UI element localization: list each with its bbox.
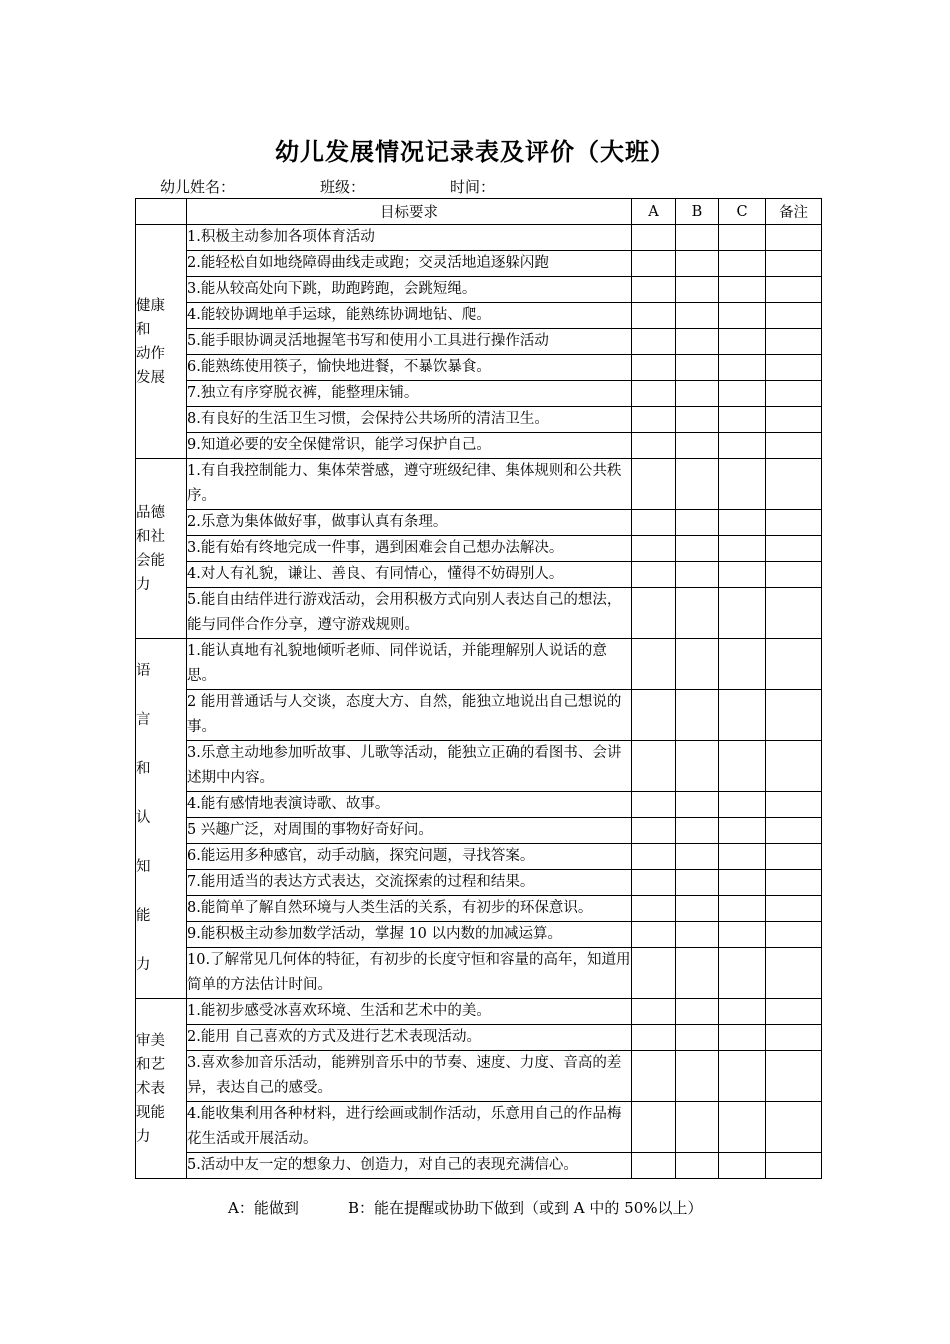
remark-cell[interactable] bbox=[766, 870, 822, 896]
table-row bbox=[136, 588, 822, 639]
grade-b-cell[interactable] bbox=[676, 870, 719, 896]
category-label-line: 力 bbox=[136, 1128, 151, 1145]
legend-b: B：能在提醒或协助下做到（或到 A 中的 50%以上） bbox=[348, 1199, 703, 1217]
goal-item: 5 兴趣广泛，对周围的事物好奇好问。 bbox=[187, 818, 632, 844]
remark-cell[interactable] bbox=[766, 818, 822, 844]
table-row bbox=[136, 896, 822, 922]
goal-item: 9.能积极主动参加数学活动，掌握 10 以内数的加减运算。 bbox=[187, 922, 632, 948]
grade-a-cell[interactable] bbox=[632, 948, 676, 999]
goal-item: 5.能自由结伴进行游戏活动，会用积极方式向别人表达自己的想法，能与同伴合作分享，遵守游戏规则。 bbox=[187, 588, 632, 639]
category-label-line: 和 bbox=[136, 761, 151, 777]
grade-b-cell[interactable] bbox=[676, 818, 719, 844]
grade-b-cell[interactable] bbox=[676, 407, 719, 433]
grade-a-cell[interactable] bbox=[632, 639, 676, 690]
goal-item: 6.能运用多种感官，动手动脑，探究问题，寻找答案。 bbox=[187, 844, 632, 870]
grade-b-cell[interactable] bbox=[676, 1102, 719, 1153]
grade-b-cell[interactable] bbox=[676, 510, 719, 536]
grade-b-cell[interactable] bbox=[676, 1025, 719, 1051]
grade-c-cell[interactable] bbox=[719, 329, 766, 355]
grade-a-cell[interactable] bbox=[632, 277, 676, 303]
grade-c-cell[interactable] bbox=[719, 562, 766, 588]
grade-b-cell[interactable] bbox=[676, 948, 719, 999]
grade-c-cell[interactable] bbox=[719, 355, 766, 381]
grade-a-cell[interactable] bbox=[632, 922, 676, 948]
goal-item: 5.能手眼协调灵活地握笔书写和使用小工具进行操作活动 bbox=[187, 329, 632, 355]
grade-c-cell[interactable] bbox=[719, 1025, 766, 1051]
goal-item: 6.能熟练使用筷子，愉快地进餐，不暴饮暴食。 bbox=[187, 355, 632, 381]
category-label-line: 力 bbox=[136, 576, 151, 593]
grade-a-cell[interactable] bbox=[632, 536, 676, 562]
category-label-line: 品德 bbox=[136, 504, 165, 521]
grade-a-cell[interactable] bbox=[632, 251, 676, 277]
header-a: A bbox=[632, 199, 676, 225]
grade-b-cell[interactable] bbox=[676, 536, 719, 562]
category-label-line: 力 bbox=[136, 957, 151, 973]
grade-b-cell[interactable] bbox=[676, 562, 719, 588]
grade-c-cell[interactable] bbox=[719, 588, 766, 639]
category-cell bbox=[136, 999, 187, 1179]
goal-item: 2.能用 自己喜欢的方式及进行艺术表现活动。 bbox=[187, 1025, 632, 1051]
grade-c-cell[interactable] bbox=[719, 922, 766, 948]
grade-c-cell[interactable] bbox=[719, 433, 766, 459]
grade-c-cell[interactable] bbox=[719, 948, 766, 999]
goal-item: 8.有良好的生活卫生习惯，会保持公共场所的清洁卫生。 bbox=[187, 407, 632, 433]
grade-c-cell[interactable] bbox=[719, 459, 766, 510]
grade-a-cell[interactable] bbox=[632, 407, 676, 433]
remark-cell[interactable] bbox=[766, 562, 822, 588]
table-row bbox=[136, 741, 822, 792]
grade-b-cell[interactable] bbox=[676, 639, 719, 690]
table-row bbox=[136, 225, 822, 251]
goal-item: 4.能较协调地单手运球，能熟练协调地钻、爬。 bbox=[187, 303, 632, 329]
grade-b-cell[interactable] bbox=[676, 303, 719, 329]
remark-cell[interactable] bbox=[766, 1102, 822, 1153]
category-label-line: 审美 bbox=[136, 1032, 165, 1049]
table-row bbox=[136, 1102, 822, 1153]
grade-b-cell[interactable] bbox=[676, 381, 719, 407]
header-c: C bbox=[719, 199, 766, 225]
header-target: 目标要求 bbox=[187, 199, 632, 225]
goal-item: 1.积极主动参加各项体育活动 bbox=[187, 225, 632, 251]
grade-c-cell[interactable] bbox=[719, 844, 766, 870]
grade-c-cell[interactable] bbox=[719, 896, 766, 922]
goal-item: 3.喜欢参加音乐活动，能辨别音乐中的节奏、速度、力度、音高的差异，表达自己的感受。 bbox=[187, 1051, 632, 1102]
category-label-line: 术表 bbox=[136, 1080, 165, 1097]
grade-c-cell[interactable] bbox=[719, 818, 766, 844]
category-label-line: 知 bbox=[136, 859, 151, 875]
time-label: 时间： bbox=[450, 178, 496, 196]
grade-a-cell[interactable] bbox=[632, 329, 676, 355]
header-remark: 备注 bbox=[766, 199, 822, 225]
table-row bbox=[136, 639, 822, 690]
category-label-line: 认 bbox=[136, 810, 151, 826]
table-row bbox=[136, 510, 822, 536]
header-corner-cell bbox=[136, 199, 187, 225]
grade-c-cell[interactable] bbox=[719, 690, 766, 741]
category-label-line: 能 bbox=[136, 908, 151, 924]
goal-item: 7.独立有序穿脱衣裤，能整理床铺。 bbox=[187, 381, 632, 407]
goal-item: 2.乐意为集体做好事，做事认真有条理。 bbox=[187, 510, 632, 536]
grade-a-cell[interactable] bbox=[632, 562, 676, 588]
goal-item: 5.活动中友一定的想象力、创造力，对自己的表现充满信心。 bbox=[187, 1153, 632, 1179]
table-row bbox=[136, 792, 822, 818]
goal-item: 2.能轻松自如地绕障碍曲线走或跑；交灵活地追逐躲闪跑 bbox=[187, 251, 632, 277]
header-row bbox=[136, 199, 822, 225]
grade-a-cell[interactable] bbox=[632, 690, 676, 741]
table-row bbox=[136, 870, 822, 896]
grade-c-cell[interactable] bbox=[719, 1102, 766, 1153]
class-label: 班级： bbox=[320, 178, 366, 196]
grade-c-cell[interactable] bbox=[719, 277, 766, 303]
grade-b-cell[interactable] bbox=[676, 922, 719, 948]
legend-a: A：能做到 bbox=[228, 1199, 299, 1217]
remark-cell[interactable] bbox=[766, 792, 822, 818]
grade-a-cell[interactable] bbox=[632, 433, 676, 459]
table-row bbox=[136, 536, 822, 562]
remark-cell[interactable] bbox=[766, 639, 822, 690]
remark-cell[interactable] bbox=[766, 277, 822, 303]
grade-c-cell[interactable] bbox=[719, 1153, 766, 1179]
grade-a-cell[interactable] bbox=[632, 792, 676, 818]
grade-c-cell[interactable] bbox=[719, 792, 766, 818]
table-row bbox=[136, 355, 822, 381]
grade-c-cell[interactable] bbox=[719, 225, 766, 251]
grade-c-cell[interactable] bbox=[719, 639, 766, 690]
evaluation-table-body bbox=[136, 199, 822, 1179]
grade-b-cell[interactable] bbox=[676, 225, 719, 251]
grade-a-cell[interactable] bbox=[632, 459, 676, 510]
remark-cell[interactable] bbox=[766, 536, 822, 562]
category-label-line: 会能 bbox=[136, 552, 165, 569]
table-row bbox=[136, 1153, 822, 1179]
grade-b-cell[interactable] bbox=[676, 277, 719, 303]
goal-item: 1.有自我控制能力、集体荣誉感，遵守班级纪律、集体规则和公共秩序。 bbox=[187, 459, 632, 510]
grade-a-cell[interactable] bbox=[632, 1051, 676, 1102]
remark-cell[interactable] bbox=[766, 355, 822, 381]
category-label-line: 发展 bbox=[136, 369, 165, 386]
goal-item: 1.能初步感受冰喜欢环境、生活和艺术中的美。 bbox=[187, 999, 632, 1025]
grade-b-cell[interactable] bbox=[676, 999, 719, 1025]
table-row bbox=[136, 948, 822, 999]
grade-a-cell[interactable] bbox=[632, 844, 676, 870]
page-title: 幼儿发展情况记录表及评价（大班） bbox=[275, 137, 675, 166]
grade-c-cell[interactable] bbox=[719, 510, 766, 536]
grade-b-cell[interactable] bbox=[676, 588, 719, 639]
grade-a-cell[interactable] bbox=[632, 355, 676, 381]
goal-item: 3.能从较高处向下跳，助跑跨跑，会跳短绳。 bbox=[187, 277, 632, 303]
category-cell bbox=[136, 459, 187, 639]
grade-b-cell[interactable] bbox=[676, 1051, 719, 1102]
table-row bbox=[136, 1051, 822, 1102]
table-row bbox=[136, 303, 822, 329]
goal-item: 4.能有感情地表演诗歌、故事。 bbox=[187, 792, 632, 818]
remark-cell[interactable] bbox=[766, 1153, 822, 1179]
remark-cell[interactable] bbox=[766, 225, 822, 251]
grade-b-cell[interactable] bbox=[676, 459, 719, 510]
table-row bbox=[136, 1025, 822, 1051]
grade-a-cell[interactable] bbox=[632, 510, 676, 536]
grade-b-cell[interactable] bbox=[676, 251, 719, 277]
category-label-line: 语 bbox=[136, 663, 151, 679]
table-row bbox=[136, 329, 822, 355]
grade-a-cell[interactable] bbox=[632, 818, 676, 844]
category-label-line: 言 bbox=[136, 712, 151, 728]
remark-cell[interactable] bbox=[766, 588, 822, 639]
goal-item: 3.乐意主动地参加听故事、儿歌等活动，能独立正确的看图书、会讲述期中内容。 bbox=[187, 741, 632, 792]
remark-cell[interactable] bbox=[766, 303, 822, 329]
category-cell bbox=[136, 225, 187, 459]
evaluation-table bbox=[135, 198, 822, 1179]
remark-cell[interactable] bbox=[766, 1025, 822, 1051]
grade-c-cell[interactable] bbox=[719, 381, 766, 407]
grade-c-cell[interactable] bbox=[719, 251, 766, 277]
category-cell bbox=[136, 639, 187, 999]
table-row bbox=[136, 844, 822, 870]
remark-cell[interactable] bbox=[766, 329, 822, 355]
remark-cell[interactable] bbox=[766, 741, 822, 792]
goal-item: 3.能有始有终地完成一件事，遇到困难会自己想办法解决。 bbox=[187, 536, 632, 562]
category-label-line: 现能 bbox=[136, 1104, 165, 1121]
table-row bbox=[136, 251, 822, 277]
table-row bbox=[136, 818, 822, 844]
goal-item: 4.对人有礼貌，谦让、善良、有同情心，懂得不妨碍别人。 bbox=[187, 562, 632, 588]
grade-a-cell[interactable] bbox=[632, 303, 676, 329]
grade-b-cell[interactable] bbox=[676, 896, 719, 922]
remark-cell[interactable] bbox=[766, 844, 822, 870]
grade-b-cell[interactable] bbox=[676, 741, 719, 792]
grade-c-cell[interactable] bbox=[719, 999, 766, 1025]
remark-cell[interactable] bbox=[766, 407, 822, 433]
grade-c-cell[interactable] bbox=[719, 407, 766, 433]
header-b: B bbox=[676, 199, 719, 225]
remark-cell[interactable] bbox=[766, 251, 822, 277]
grade-a-cell[interactable] bbox=[632, 588, 676, 639]
grade-a-cell[interactable] bbox=[632, 1153, 676, 1179]
grade-a-cell[interactable] bbox=[632, 999, 676, 1025]
grade-c-cell[interactable] bbox=[719, 741, 766, 792]
remark-cell[interactable] bbox=[766, 433, 822, 459]
grade-a-cell[interactable] bbox=[632, 225, 676, 251]
remark-cell[interactable] bbox=[766, 690, 822, 741]
table-row bbox=[136, 690, 822, 741]
category-label-line: 动作 bbox=[136, 345, 165, 362]
remark-cell[interactable] bbox=[766, 896, 822, 922]
grade-b-cell[interactable] bbox=[676, 329, 719, 355]
goal-item: 1.能认真地有礼貌地倾听老师、同伴说话，并能理解别人说话的意思。 bbox=[187, 639, 632, 690]
grade-a-cell[interactable] bbox=[632, 896, 676, 922]
table-row bbox=[136, 459, 822, 510]
goal-item: 2 能用普通话与人交谈，态度大方、自然，能独立地说出自己想说的事。 bbox=[187, 690, 632, 741]
table-row bbox=[136, 277, 822, 303]
remark-cell[interactable] bbox=[766, 948, 822, 999]
grade-c-cell[interactable] bbox=[719, 870, 766, 896]
grade-a-cell[interactable] bbox=[632, 870, 676, 896]
remark-cell[interactable] bbox=[766, 999, 822, 1025]
grade-b-cell[interactable] bbox=[676, 844, 719, 870]
goal-item: 8.能简单了解自然环境与人类生活的关系，有初步的环保意识。 bbox=[187, 896, 632, 922]
remark-cell[interactable] bbox=[766, 510, 822, 536]
grade-a-cell[interactable] bbox=[632, 741, 676, 792]
child-name-label: 幼儿姓名： bbox=[160, 178, 236, 196]
grade-a-cell[interactable] bbox=[632, 381, 676, 407]
grade-b-cell[interactable] bbox=[676, 792, 719, 818]
category-label-line: 和 bbox=[136, 321, 151, 338]
grade-b-cell[interactable] bbox=[676, 1153, 719, 1179]
category-label-line: 和社 bbox=[136, 528, 165, 545]
remark-cell[interactable] bbox=[766, 1051, 822, 1102]
category-label-line: 健康 bbox=[136, 297, 165, 314]
grade-a-cell[interactable] bbox=[632, 1025, 676, 1051]
grade-b-cell[interactable] bbox=[676, 690, 719, 741]
category-label-line: 和艺 bbox=[136, 1056, 165, 1073]
goal-item: 10.了解常见几何体的特征，有初步的长度守恒和容量的高年，知道用简单的方法估计时间。 bbox=[187, 948, 632, 999]
table-row bbox=[136, 433, 822, 459]
grade-a-cell[interactable] bbox=[632, 1102, 676, 1153]
grade-b-cell[interactable] bbox=[676, 355, 719, 381]
goal-item: 7.能用适当的表达方式表达，交流探索的过程和结果。 bbox=[187, 870, 632, 896]
grade-c-cell[interactable] bbox=[719, 1051, 766, 1102]
table-row bbox=[136, 562, 822, 588]
remark-cell[interactable] bbox=[766, 922, 822, 948]
table-row bbox=[136, 407, 822, 433]
remark-cell[interactable] bbox=[766, 381, 822, 407]
goal-item: 9.知道必要的安全保健常识，能学习保护自己。 bbox=[187, 433, 632, 459]
grade-b-cell[interactable] bbox=[676, 433, 719, 459]
grade-c-cell[interactable] bbox=[719, 536, 766, 562]
table-row bbox=[136, 381, 822, 407]
remark-cell[interactable] bbox=[766, 459, 822, 510]
table-row bbox=[136, 999, 822, 1025]
table-row bbox=[136, 922, 822, 948]
grade-c-cell[interactable] bbox=[719, 303, 766, 329]
goal-item: 4.能收集利用各种材料，进行绘画或制作活动，乐意用自己的作品梅花生活或开展活动。 bbox=[187, 1102, 632, 1153]
